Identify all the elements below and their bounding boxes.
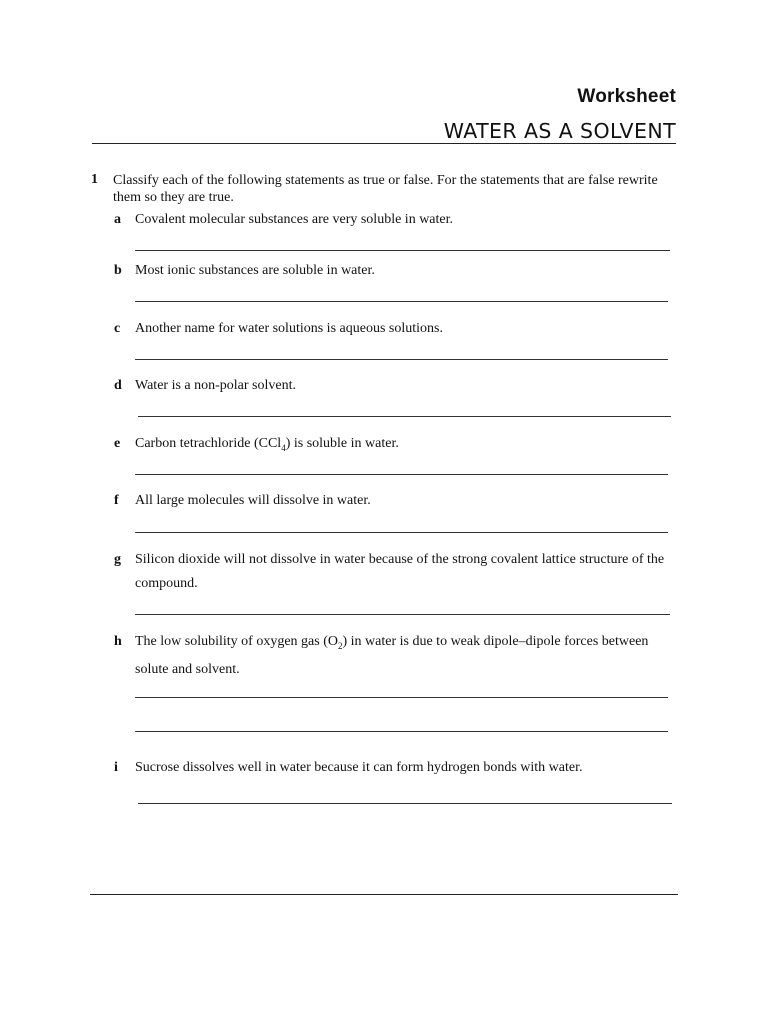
answer-line-f[interactable] [135,532,668,533]
item-letter-i: i [114,760,118,775]
answer-line-g[interactable] [135,614,670,615]
item-letter-f: f [114,493,119,508]
statement-e-subscript: 4 [281,442,286,453]
item-letter-a: a [114,212,121,227]
footer-divider [90,894,678,895]
item-statement-b: Most ionic substances are soluble in water. [135,263,375,278]
item-letter-h: h [114,634,122,649]
item-statement-d: Water is a non-polar solvent. [135,378,296,393]
answer-line-a[interactable] [135,250,670,251]
header-divider [92,143,676,144]
item-statement-e [135,432,675,460]
answer-line-d[interactable] [138,416,671,417]
item-letter-c: c [114,321,121,336]
answer-line-h-2[interactable] [135,731,668,732]
answer-line-i[interactable] [138,803,672,804]
item-letter-g: g [114,552,121,567]
item-letter-d: d [114,378,122,393]
statement-e-text-end: ) is soluble in water. [285,436,399,451]
item-statement-f: All large molecules will dissolve in water. [135,493,371,508]
item-letter-e: e [114,436,121,451]
answer-line-b[interactable] [135,301,668,302]
item-statement-c: Another name for water solutions is aqueous solutions. [135,321,443,336]
item-letter-b: b [114,263,122,278]
item-statement-a: Covalent molecular substances are very soluble in water. [135,212,454,227]
statement-h-text-end: ) in water is due to weak dipole–dipole forces between solute and solvent. [135,634,649,677]
answer-line-e[interactable] [135,474,668,475]
answer-line-h-1[interactable] [135,697,668,698]
answer-line-c[interactable] [135,359,668,360]
item-statement-g: Silicon dioxide will not dissolve in water because of the strong covalent lattice structure of the compound. [135,552,665,591]
question-number: 1 [91,172,98,187]
item-statement-h [135,630,675,682]
item-statement-i: Sucrose dissolves well in water because it can form hydrogen bonds with water. [135,760,583,775]
worksheet-title: WATER AS A SOLVENT [443,119,676,143]
question-instructions: Classify each of the following statements as true or false. For the statements that are false rewrite them so they are true. [113,173,658,205]
statement-e-text-start: Carbon tetrachloride (CCl [135,436,282,451]
worksheet-kicker: Worksheet [577,86,676,107]
statement-h-subscript: 2 [337,640,343,651]
statement-h-text-start: The low solubility of oxygen gas (O [135,634,338,649]
